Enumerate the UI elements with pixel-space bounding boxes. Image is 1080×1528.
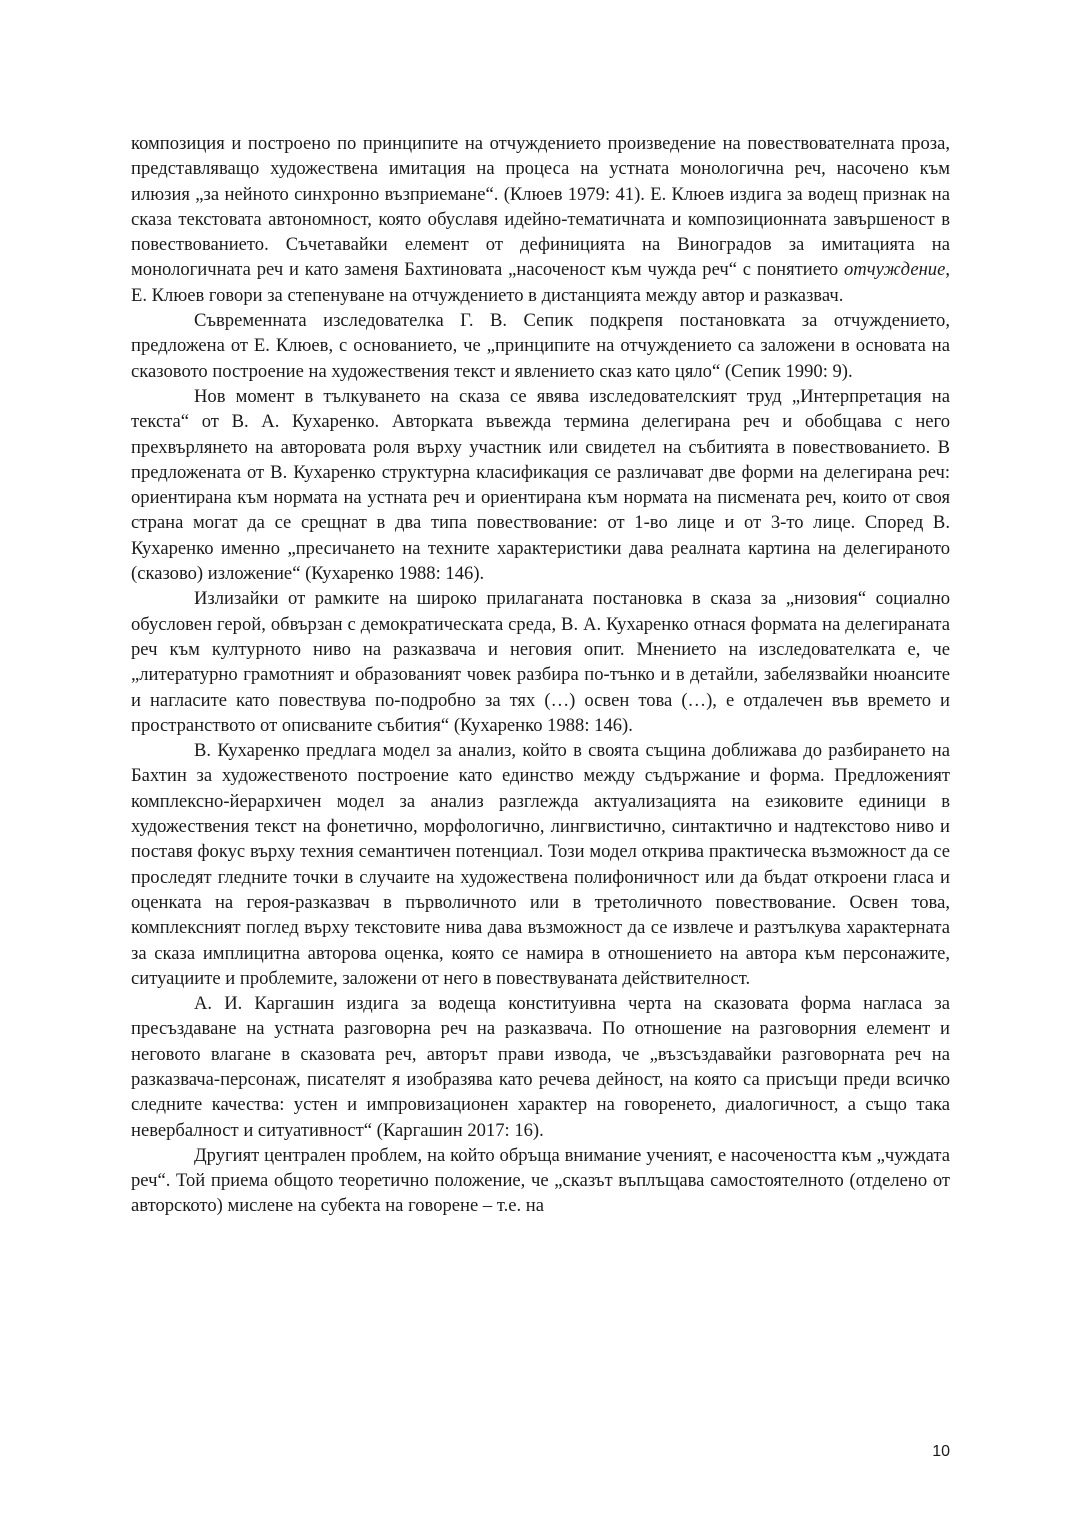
paragraph-2	[131, 308, 950, 384]
paragraph-3-text: Нов момент в тълкуването на сказа се явява изследователският труд „Интерпретация на текста“ от В. А. Кухаренко. Авторката въвежда термина делегирана реч и обобщава с него прехвърлянето на авторовата роля върху участник или свидетел на събитията в повествованието. В предложената от В. Кухаренко структурна класификация се различават две форми на делегирана реч: ориентирана към нормата на устната реч и ориентирана към нормата на писмената реч, които от своя страна могат да се срещнат в два типа повествование: от 1-во лице и от 3-то лице. Според В. Кухаренко именно „пресичането на техните характеристики дава реалната картина на делегираното (сказово) изложение“ (Кухаренко 1988: 146).	[131, 385, 950, 585]
paragraph-1-text: композиция и построено по принципите на отчуждението произведение на повествователната проза, представляващо художествена имитация на процеса на устната монологична реч, насочено към илюзия „за нейното синхронно възприемане“. (Клюев 1979: 41). Е. Клюев издига за водещ признак на сказа текстовата автономност, която обуславя идейно-тематичната и композиционната завършеност в повествованието. Съчетавайки елемент от дефиницията на Виноградов за имитацията на монологичната реч и като заменя Бахтиновата „насоченост към чужда реч“ с понятието	[131, 133, 950, 281]
paragraph-2-text: Съвременната изследователка Г. В. Сепик подкрепя постановката за отчуждението, предложена от Е. Клюев, с основанието, че „принципите на отчуждението са заложени в основата на сказовото построение на художествения текст и явлението сказ като цяло“ (Сепик 1990: 9).	[131, 310, 950, 382]
paragraph-6	[131, 991, 950, 1143]
paragraph-1-text-end: , Е. Клюев говори за степенуване на отчуждението в дистанцията между автор и разказвач.	[131, 259, 950, 306]
paragraph-4	[131, 586, 950, 738]
paragraph-3	[131, 384, 950, 586]
paragraph-6-text: А. И. Каргашин издига за водеща конституивна черта на сказовата форма нагласа за пресъздаване на устната разговорна реч на разказвача. По отношение на разговорния елемент и неговото влагане в сказовата реч, авторът прави извода, че „възсъздавайки разговорната реч на разказвача-персонаж, писателят я изобразява като речева дейност, на която са присъщи преди всичко следните качества: устен и импровизационен характер на говоренето, диалогичност, а също така невербалност и ситуативност“ (Каргашин 2017: 16).	[131, 993, 950, 1141]
paragraph-5	[131, 738, 950, 991]
body-text	[131, 131, 950, 1219]
paragraph-1	[131, 131, 950, 308]
page-number: 10	[932, 1443, 950, 1460]
paragraph-1-italic-term: отчуждение	[844, 259, 946, 281]
paragraph-4-text: Излизайки от рамките на широко прилаганата постановка в сказа за „низовия“ социално обусловен герой, обвързан с демократическата среда, В. А. Кухаренко отнася формата на делегираната реч към културното ниво на разказвача и неговия опит. Мнението на изследователката е, че „литературно грамотният и образованият човек разбира по-тънко и в детайли, забелязвайки нюансите и нагласите като повествува по-подробно за тях (…) освен това (…), е отдалечен във времето и пространството от описваните събития“ (Кухаренко 1988: 146).	[131, 588, 950, 736]
paragraph-7	[131, 1143, 950, 1219]
paragraph-5-text: В. Кухаренко предлага модел за анализ, който в своята същина доближава до разбирането на Бахтин за художественото построение като единство между съдържание и форма. Предложеният комплексно-йерархичен модел за анализ разглежда актуализацията на езиковите единици в художествения текст на фонетично, морфологично, лингвистично, синтактично и надтекстово ниво и поставя фокус върху техния семантичен потенциал. Този модел открива практическа възможност да се проследят гледните точки в случаите на художествена полифоничност или да бъдат откроени гласа и оценката на героя-разказвач в първоличното или в третоличното повествование. Освен това, комплексният поглед върху текстовите нива дава възможност да се извлече и разтълкува характерната за сказа имплицитна авторова оценка, която се намира в отношението на автора към персонажите, ситуациите и проблемите, заложени от него в повествуваната действителност.	[131, 740, 950, 989]
paragraph-7-text: Другият централен проблем, на който обръща внимание ученият, е насочеността към „чуждата реч“. Той приема общото теоретично положение, че „сказът въплъщава самостоятелното (отделено от авторското) мислене на субекта на говорене – т.е. на	[131, 1144, 950, 1217]
